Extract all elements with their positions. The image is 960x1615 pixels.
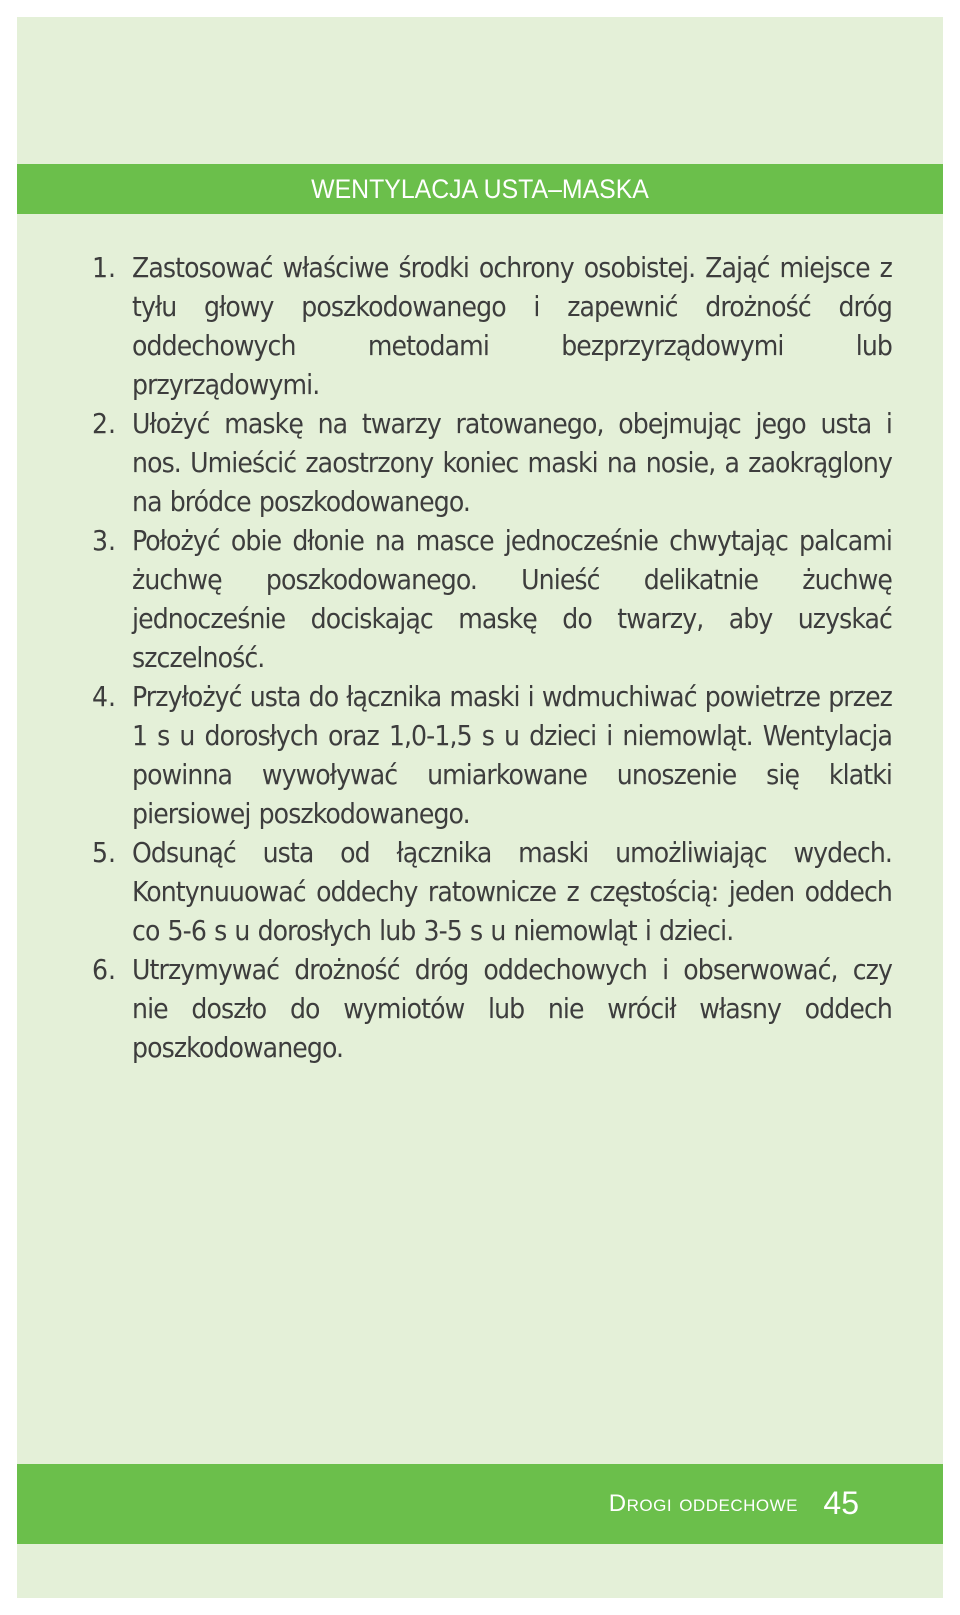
steps-list — [92, 248, 892, 1067]
step-number: 1. — [92, 251, 117, 284]
step-text: Przyłożyć usta do łącznika maski i wdmuchiwać powietrze przez 1 s u dorosłych oraz 1,0-1,5 s u dzieci i niemowląt. Wentylacja powinna wywoływać umiarkowane unoszenie się klatki piersiowej poszkodowanego. — [132, 680, 893, 830]
step-text: Ułożyć maskę na twarzy ratowanego, obejmując jego usta i nos. Umieścić zaostrzony koniec maski na nosie, a zaokrąglony na bródce poszkodowanego. — [132, 407, 892, 518]
step-number: 2. — [92, 407, 117, 440]
step-item — [92, 248, 892, 404]
step-text: Utrzymywać drożność dróg oddechowych i obserwować, czy nie doszło do wymiotów lub nie wrócił własny oddech poszkodowanego. — [132, 953, 892, 1064]
step-text: Odsunąć usta od łącznika maski umożliwiając wydech. Kontynuuować oddechy ratownicze z częstością: jeden oddech co 5-6 s u dorosłych lub 3-5 s u niemowląt i dzieci. — [132, 836, 892, 947]
step-number: 4. — [92, 680, 117, 713]
footer-section-title: Drogi oddechowe — [608, 1490, 798, 1517]
section-title: WENTYLACJA USTA–MASKA — [311, 174, 649, 204]
step-number: 5. — [92, 836, 117, 869]
step-number: 6. — [92, 953, 117, 986]
step-number: 3. — [92, 524, 117, 557]
step-item — [92, 833, 892, 950]
step-item — [92, 677, 892, 833]
footer-bar — [17, 1464, 943, 1544]
step-item — [92, 404, 892, 521]
page-number: 45 — [823, 1485, 859, 1521]
step-item — [92, 521, 892, 677]
step-item — [92, 950, 892, 1067]
step-text: Położyć obie dłonie na masce jednocześnie chwytając palcami żuchwę poszkodowanego. Unieść delikatnie żuchwę jednocześnie dociskając maskę do twarzy, aby uzyskać szczelność. — [132, 524, 892, 674]
step-text: Zastosować właściwe środki ochrony osobistej. Zająć miejsce z tyłu głowy poszkodowanego i zapewnić drożność dróg oddechowych metodami bezprzyrządowymi lub przyrządowymi. — [132, 251, 892, 401]
page — [17, 17, 943, 1598]
section-header-bar — [17, 164, 943, 214]
